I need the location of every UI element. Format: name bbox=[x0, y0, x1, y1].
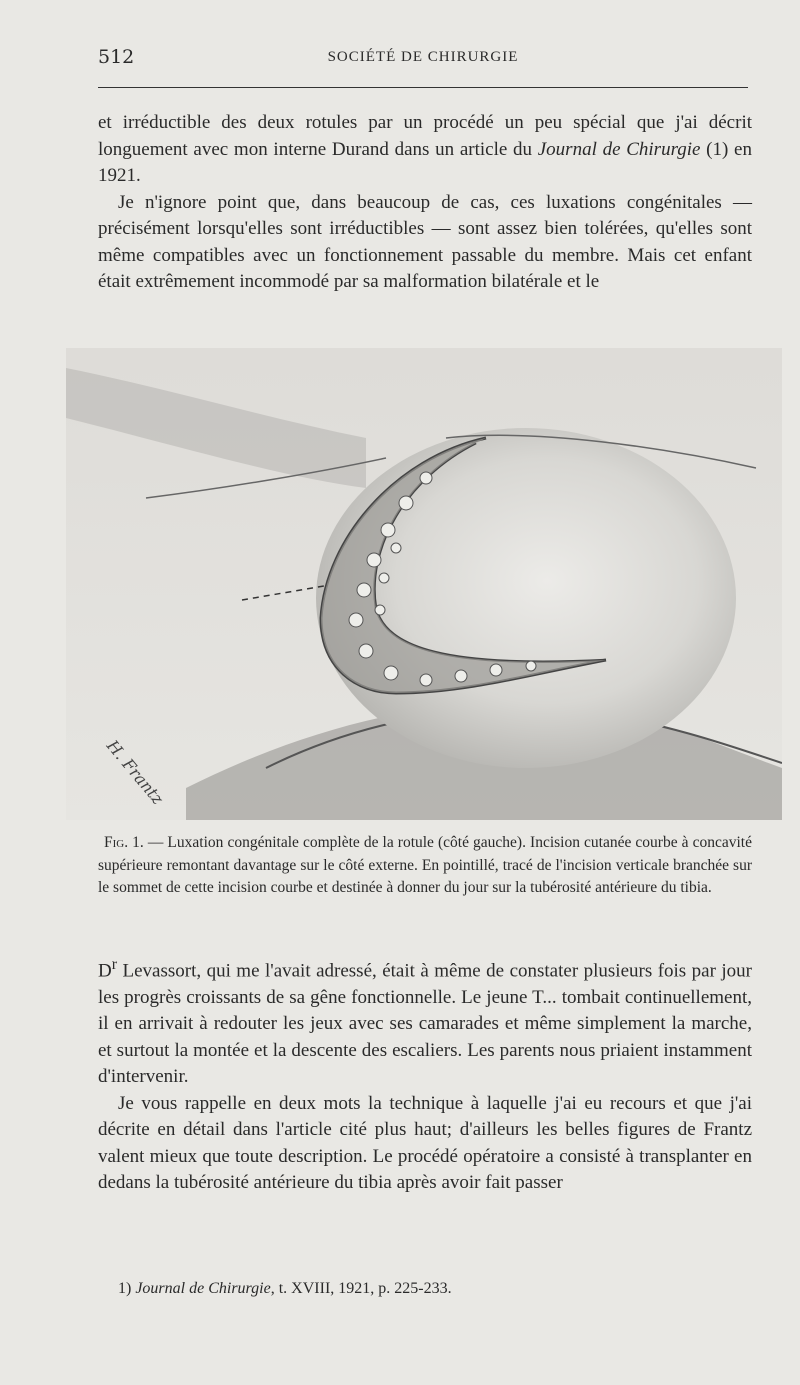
caption-text: — Luxation congénitale complète de la rotule (côté gauche). Incision cutanée courbe à concavité supérieure remontant davantage sur le côté externe. En pointillé, tracé de l'incision verticale branchée sur le sommet de cette incision courbe et destinée à donner du jour sur la tubérosité antérieure du tibia. bbox=[98, 834, 752, 896]
footnote-journal: Journal de Chirurgie bbox=[135, 1280, 271, 1297]
footnote: 1) Journal de Chirurgie, t. XVIII, 1921, p. 225-233. bbox=[118, 1280, 452, 1297]
body-text-top bbox=[98, 110, 752, 296]
artist-signature: H. Frantz bbox=[102, 736, 168, 808]
running-head: SOCIÉTÉ DE CHIRURGIE bbox=[327, 49, 519, 65]
header-rule bbox=[98, 87, 748, 88]
paragraph: $D^r$ Levassort, qui me l'avait adressé, était à même de constater plusieurs fois par jour les progrès croissants de sa gêne fonctionnelle. Le jeune T... tombait continuellement, il en arrivait à redouter les jeux avec ses camarades et même simplement la marche, et surtout la montée et la descente des escaliers. Les parents nous priaient instamment d'intervenir. bbox=[98, 956, 752, 1088]
journal-title: Journal de Chirurgie bbox=[537, 138, 701, 160]
page-number: 512 bbox=[98, 46, 135, 68]
figure-label: Fig. 1. bbox=[104, 834, 144, 851]
paragraph: Je vous rappelle en deux mots la technique à laquelle j'ai eu recours et que j'ai décrite en détail dans l'article cité plus haut; d'ailleurs les belles figures de Frantz valent mieux que toute description. Le procédé opératoire a consisté à transplanter en dedans la tubérosité antérieure du tibia après avoir fait passer bbox=[98, 1092, 752, 1194]
page-header bbox=[98, 46, 748, 74]
paragraph: Je n'ignore point que, dans beaucoup de cas, ces luxations congénitales — précisément lorsqu'elles sont irréductibles — sont assez bien tolérées, qu'elles sont même compatibles avec un fonctionnement passable du membre. Mais cet enfant était extrêmement incommodé par sa malformation bilatérale et le bbox=[98, 191, 752, 292]
paragraph: et irréductible des deux rotules par un procédé un peu spécial que j'ai décrit longuement avec mon interne Durand dans un article du Journal de Chirurgie (1) en 1921. bbox=[98, 112, 752, 186]
figure-caption bbox=[98, 832, 752, 900]
body-text-bottom bbox=[98, 952, 752, 1197]
surgical-illustration bbox=[66, 348, 782, 820]
